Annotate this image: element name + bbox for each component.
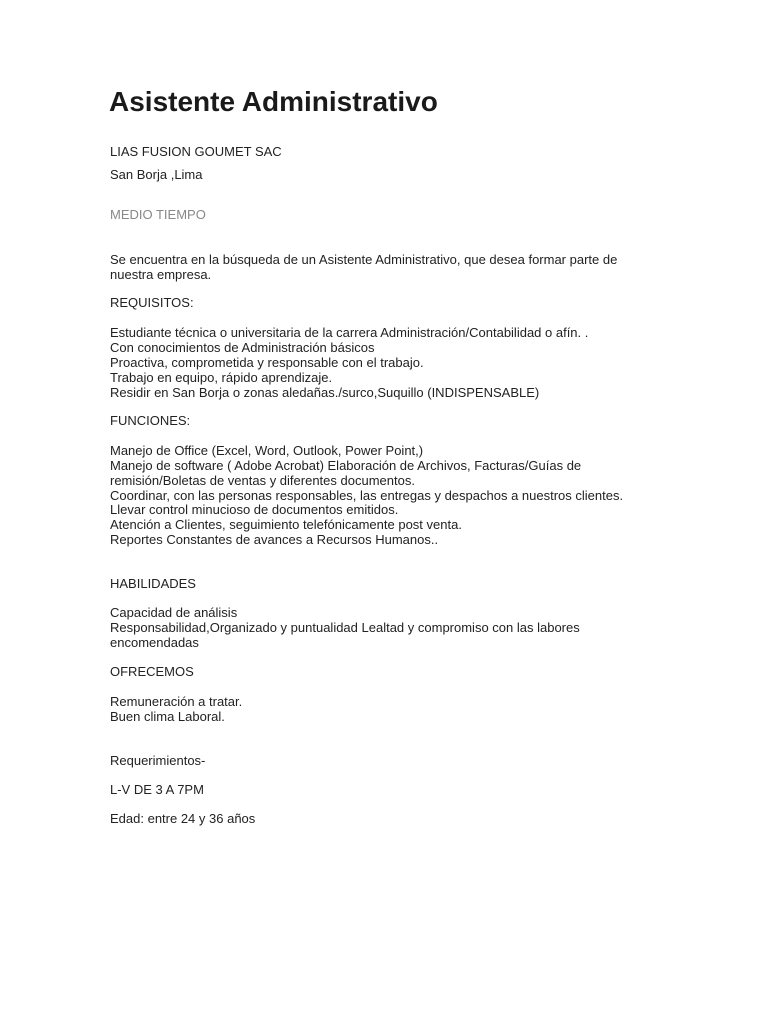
habilidades-heading: HABILIDADES <box>110 576 196 591</box>
funcion-item: Atención a Clientes, seguimiento telefónicamente post venta. <box>110 517 462 532</box>
page-title: Asistente Administrativo <box>109 86 438 117</box>
habilidad-item: Capacidad de análisis <box>110 605 238 620</box>
intro-line: Se encuentra en la búsqueda de un Asistente Administrativo, que desea formar parte de <box>110 252 618 267</box>
company-name: LIAS FUSION GOUMET SAC <box>110 144 282 159</box>
job-location: San Borja ,Lima <box>110 167 203 182</box>
requisito-item: Residir en San Borja o zonas aledañas./surco,Suquillo (INDISPENSABLE) <box>110 385 540 400</box>
requisitos-heading: REQUISITOS: <box>110 295 194 310</box>
habilidad-item: encomendadas <box>110 635 199 650</box>
requisito-item: Proactiva, comprometida y responsable con el trabajo. <box>110 355 424 370</box>
ofrecemos-heading: OFRECEMOS <box>110 664 194 679</box>
funcion-item: Reportes Constantes de avances a Recursos Humanos.. <box>110 532 439 547</box>
age-requirement: Edad: entre 24 y 36 años <box>110 811 256 826</box>
ofrecemos-item: Buen clima Laboral. <box>110 709 225 724</box>
schedule: L-V DE 3 A 7PM <box>110 782 204 797</box>
requisito-item: Trabajo en equipo, rápido aprendizaje. <box>110 370 333 385</box>
requisito-item: Estudiante técnica o universitaria de la carrera Administración/Contabilidad o afín. . <box>110 325 589 340</box>
funcion-item: Manejo de software ( Adobe Acrobat) Elaboración de Archivos, Facturas/Guías de <box>110 458 582 473</box>
funcion-item: remisión/Boletas de ventas y diferentes documentos. <box>110 473 415 488</box>
job-type: MEDIO TIEMPO <box>110 207 206 222</box>
requisito-item: Con conocimientos de Administración básicos <box>110 340 375 355</box>
funciones-heading: FUNCIONES: <box>110 413 191 428</box>
funcion-item: Manejo de Office (Excel, Word, Outlook, Power Point,) <box>110 443 424 458</box>
ofrecemos-item: Remuneración a tratar. <box>110 694 243 709</box>
habilidad-item: Responsabilidad,Organizado y puntualidad Lealtad y compromiso con las labores <box>110 620 580 635</box>
intro-line: nuestra empresa. <box>110 267 212 282</box>
requerimientos-heading: Requerimientos- <box>110 753 206 768</box>
funcion-item: Coordinar, con las personas responsables, las entregas y despachos a nuestros clientes. <box>110 488 624 503</box>
funcion-item: Llevar control minucioso de documentos emitidos. <box>110 502 399 517</box>
